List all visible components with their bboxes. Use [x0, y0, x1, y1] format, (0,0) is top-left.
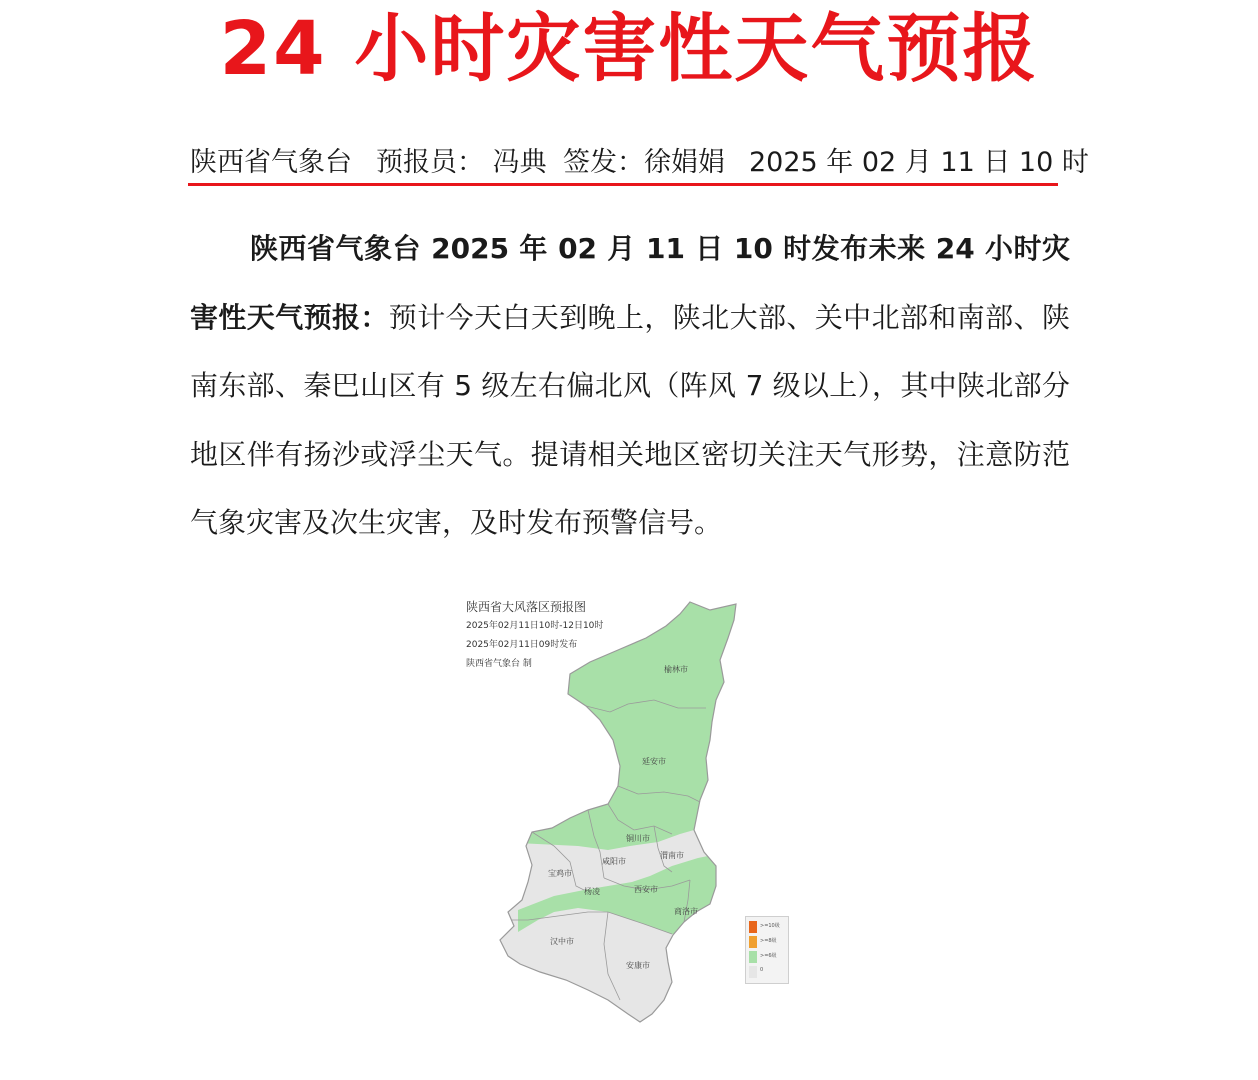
header-divider	[188, 183, 1058, 186]
forecast-paragraph	[190, 215, 1070, 558]
city-label-ankang: 安康市	[626, 961, 650, 970]
legend-label: >=6级	[760, 953, 777, 959]
city-label-xian: 西安市	[634, 885, 658, 894]
legend-swatch	[749, 921, 757, 933]
city-label-baoji: 宝鸡市	[548, 869, 572, 878]
wind-forecast-map	[458, 590, 798, 1030]
map-header	[466, 598, 603, 674]
legend-swatch	[749, 966, 757, 978]
legend-item	[749, 966, 787, 978]
city-label-yangling: 杨凌	[584, 887, 600, 896]
city-label-shangluo: 商洛市	[674, 907, 698, 916]
legend-swatch	[749, 936, 757, 948]
page-title: 24 小时灾害性天气预报	[219, 6, 1039, 92]
document-meta	[190, 143, 1089, 183]
city-label-xianyang: 咸阳市	[602, 857, 626, 866]
city-label-tongchuan: 铜川市	[626, 834, 650, 843]
forecast-lead: 陕西省气象台 2025 年 02 月 11 日 10 时发布未来 24 小时灾害性天气预报：	[190, 232, 1070, 334]
legend-item	[749, 921, 787, 933]
map-maker: 陕西省气象台 制	[466, 659, 532, 669]
legend-label: >=10级	[760, 923, 780, 929]
legend-label: 0	[760, 967, 764, 973]
city-label-hanzhong: 汉中市	[550, 937, 574, 946]
signer-label: 签发：徐娟娟	[563, 147, 725, 178]
city-label-weinan: 渭南市	[660, 851, 684, 860]
map-title: 陕西省大风落区预报图	[466, 600, 587, 614]
forecast-text: 预计今天白天到晚上，陕北大部、关中北部和南部、陕南东部、秦巴山区有 5 级左右偏北风（阵风 7 级以上），其中陕北部分地区伴有扬沙或浮尘天气。提请相关地区密切关注天气形势，注意防范气象灾害及次生灾害，及时发布预警信号。	[190, 300, 1070, 539]
city-label-yanan: 延安市	[642, 757, 666, 766]
city-label-yulin: 榆林市	[664, 665, 688, 674]
forecaster-label: 预报员： 冯典	[376, 147, 547, 178]
legend-item	[749, 936, 787, 948]
legend-item	[749, 951, 787, 963]
map-issued: 2025年02月11日09时发布	[466, 640, 578, 650]
legend-label: >=8级	[760, 938, 777, 944]
map-legend	[745, 916, 789, 984]
issuer-label: 陕西省气象台	[190, 147, 352, 178]
issue-datetime: 2025 年 02 月 11 日 10 时	[749, 147, 1089, 178]
map-period: 2025年02月11日10时-12日10时	[466, 621, 604, 631]
legend-swatch	[749, 951, 757, 963]
